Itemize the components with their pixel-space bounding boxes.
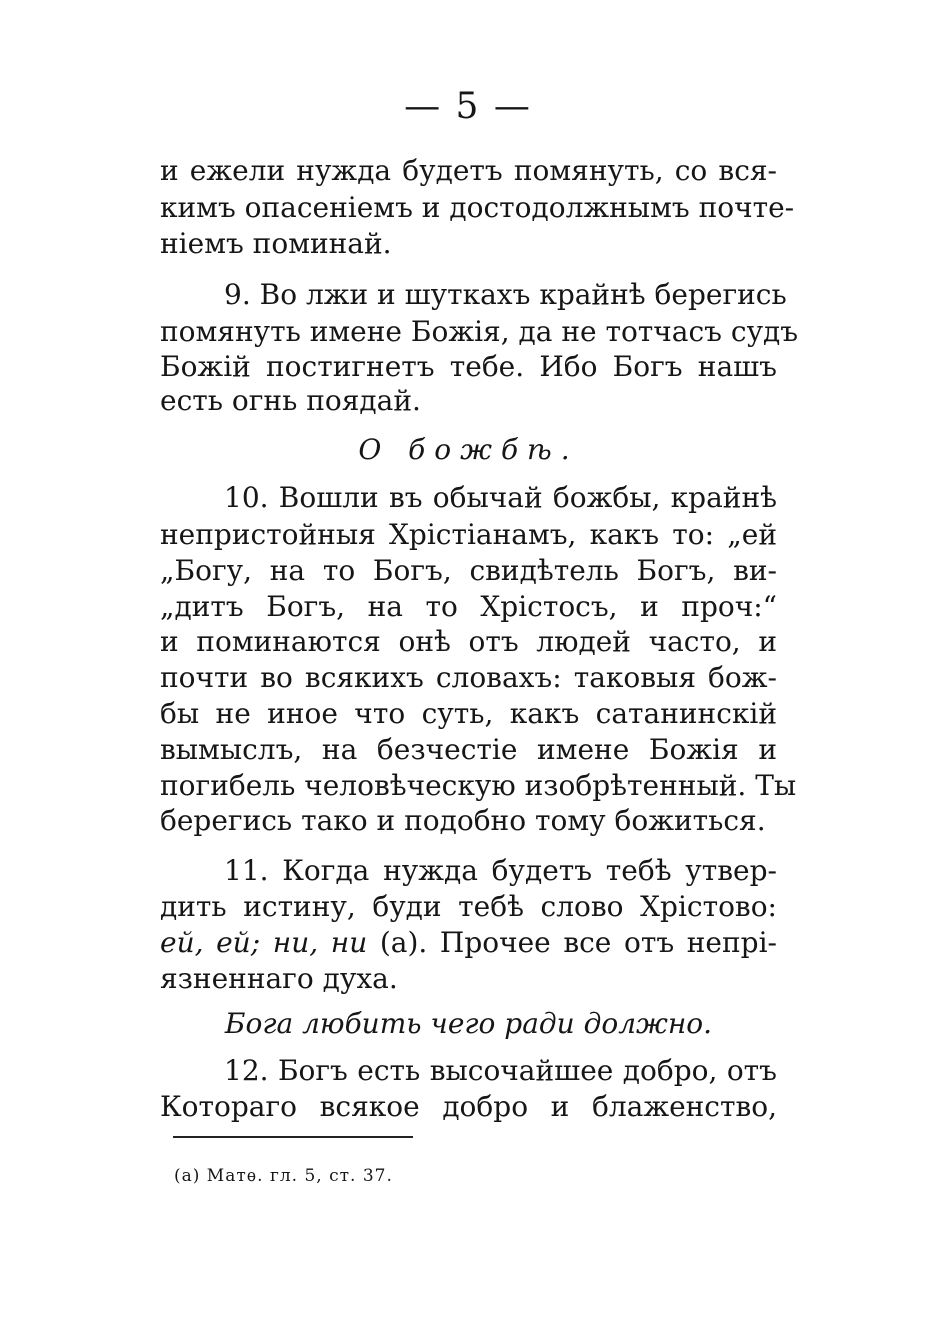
text-line: помянуть имене Божія, да не тотчасъ судъ [160,315,799,348]
text-line: берегись тако и подобно тому божиться. [160,804,766,837]
text-line [160,924,777,962]
text-line-remainder: (а). Прочее все отъ непрі- [379,926,777,959]
text-line: и ежели нужда будетъ помянуть, со вся- [160,154,777,187]
section-heading-love: Бога любить чего ради должно. [224,1007,713,1040]
text-line: бы не иное что суть, какъ сатанинскій [160,697,777,730]
text-line: есть огнь поядай. [160,384,421,417]
text-line: ніемъ поминай. [160,227,392,260]
text-line: вымыслъ, на безчестіе имене Божія и [160,733,777,766]
footnote-rule [173,1136,413,1138]
text-line: 9. Во лжи и шуткахъ крайнѣ берегись [224,278,787,311]
text-line: „Богу, на то Богъ, свидѣтель Богъ, ви- [160,554,777,587]
text-line: 10. Вошли въ обычай божбы, крайнѣ [224,481,777,514]
text-line: почти во всякихъ словахъ: таковыя бож- [160,661,777,694]
page-number: — 5 — [404,86,532,127]
text-line: 11. Когда нужда будетъ тебѣ утвер- [224,854,777,887]
text-line: 12. Богъ есть высочайшее добро, отъ [224,1054,777,1087]
text-line: Котораго всякое добро и блаженство, [160,1090,777,1123]
text-line: кимъ опасеніемъ и достодолжнымъ почте- [160,191,795,224]
text-line: непристойныя Хрістіанамъ, какъ то: „ей [160,518,777,551]
text-line: дить истину, буди тебѣ слово Хрістово: [160,890,777,923]
text-line: и поминаются онѣ отъ людей часто, и [160,625,777,658]
text-line: язненнаго духа. [160,962,398,995]
section-heading-oath: О божбѣ. [358,433,579,466]
text-line: погибель человѣческую изобрѣтенный. Ты [160,769,797,802]
text-line: „дитъ Богъ, на то Хрістосъ, и проч:“ [160,590,777,623]
text-line: Божій постигнетъ тебе. Ибо Богъ нашъ [160,350,777,383]
scripture-quote: ей, ей; ни, ни [160,926,368,959]
footnote: (а) Матѳ. гл. 5, ст. 37. [174,1166,393,1186]
